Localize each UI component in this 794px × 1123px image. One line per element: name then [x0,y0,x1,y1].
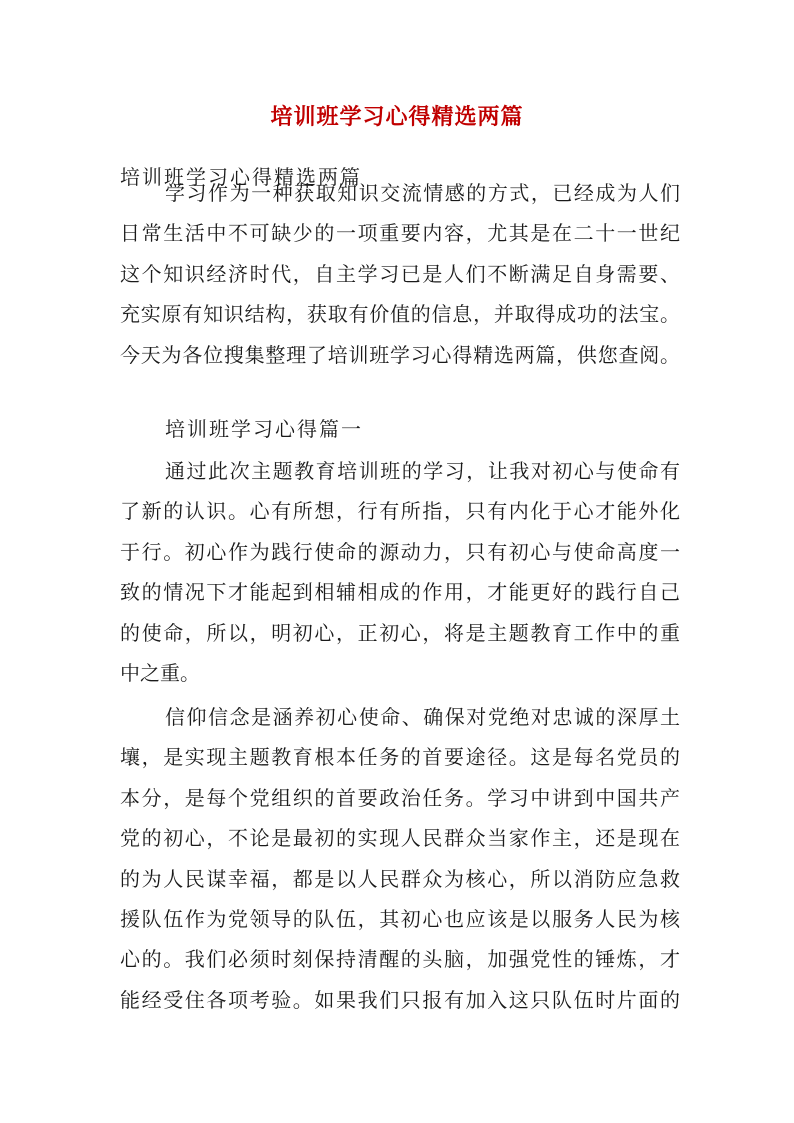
paragraph-line: 本分，是每个党组织的首要政治任务。学习中讲到中国共产 [120,785,680,810]
paragraph-line: 学习作为一种获取知识交流情感的方式，已经成为人们 [165,181,680,205]
paragraph-line: 党的初心，不论是最初的实现人民群众当家作主，还是现在 [120,826,680,851]
paragraph-line: 援队伍作为党领导的队伍，其初心也应该是以服务人民为核 [120,906,680,931]
paragraph-line: 今天为各位搜集整理了培训班学习心得精选两篇，供您查阅。 [120,342,680,367]
paragraph-line: 心的。我们必须时刻保持清醒的头脑，加强党性的锤炼，才 [120,947,680,972]
paragraph-line: 通过此次主题教育培训班的学习，让我对初心与使命有 [165,459,680,483]
paragraph-line: 能经受住各项考验。如果我们只报有加入这只队伍时片面的 [120,987,680,1012]
intro-paragraph [120,173,680,375]
paragraph-line: 日常生活中不可缺少的一项重要内容，尤其是在二十一世纪 [120,221,680,246]
paragraph-line: 这个知识经济时代，自主学习已是人们不断满足自身需要、 [120,261,680,286]
document-subtitle: 培训班学习心得精选两篇 [120,165,362,189]
paragraph-line: 于行。初心作为践行使命的源动力，只有初心与使命高度一 [120,539,680,564]
paragraph-line: 致的情况下才能起到相辅相成的作用，才能更好的践行自己 [120,580,680,605]
paragraph-line: 充实原有知识结构，获取有价值的信息，并取得成功的法宝。 [120,302,680,327]
section-heading: 培训班学习心得篇一 [165,417,363,441]
paragraph-line: 了新的认识。心有所想，行有所指，只有内化于心才能外化 [120,499,680,524]
paragraph-line: 的使命，所以，明初心，正初心，将是主题教育工作中的重 [120,620,680,645]
paragraph-line: 的为人民谋幸福，都是以人民群众为核心，所以消防应急救 [120,866,680,891]
paragraph-line: 信仰信念是涵养初心使命、确保对党绝对忠诚的深厚土 [165,705,680,729]
paragraph-line: 中之重。 [120,660,200,685]
section1-paragraph-1 [120,451,680,693]
paragraph-line: 壤，是实现主题教育根本任务的首要途径。这是每名党员的 [120,745,680,770]
section1-paragraph-2 [120,697,680,1020]
document-title: 培训班学习心得精选两篇 [270,104,524,130]
